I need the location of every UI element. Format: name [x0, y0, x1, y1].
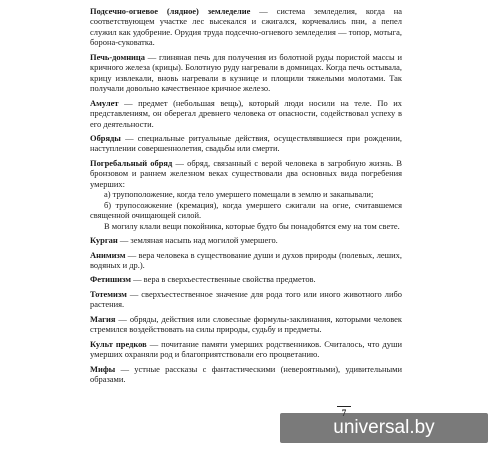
watermark: universal.by: [280, 413, 488, 443]
glossary-term: Обряды: [90, 132, 121, 143]
glossary-definition: — глиняная печь для получения из болотной руды пористой массы и кричного железа (крицы). Болотную руду нагревали в домницах. Когда печь остывала, крицу извлекали, вновь нагревали в кузнице и площили тяжелыми молотами. Так получали довольно качественное кричное железо.: [90, 51, 402, 94]
glossary-definition: — вера в сверхъестественные свойства предметов.: [131, 274, 316, 285]
burial-note: В могилу клали вещи покойника, которые будто бы понадобятся ему на том свете.: [104, 220, 400, 231]
glossary-definition: — обряд, связанный с верой человека в загробную жизнь. В бронзовом и раннем железном веках существовали два основных вида погребения умерших:: [90, 157, 402, 189]
glossary-entry: [90, 250, 402, 271]
glossary-term: Культ предков: [90, 338, 147, 349]
glossary-term: Курган: [90, 235, 118, 246]
burial-type-a: а) трупоположение, когда тело умершего помещали в землю и закапывали;: [104, 189, 374, 200]
glossary-definition: — почитание памяти умерших родственников. Считалось, что души умерших охраняли род и благоприятствовали его процветанию.: [90, 338, 402, 360]
glossary-term: Подсечно-огневое (лядное) земледелие: [90, 6, 251, 16]
glossary-term: Погребальный обряд: [90, 157, 173, 168]
glossary-page: [90, 6, 402, 385]
glossary-definition: — система земледелия, когда на соответствующем участке лес высекался и сжигался, корчевались пни, а пепел служил как удобрение. Орудия труда подсечно-огневого земледелия — топор, мотыга, борона-суковатка.: [90, 6, 402, 48]
glossary-entry: [90, 274, 402, 284]
glossary-term: Тотемизм: [90, 288, 127, 299]
glossary-term: Амулет: [90, 97, 119, 108]
glossary-entry: [90, 6, 402, 48]
glossary-definition: — специальные ритуальные действия, осуществлявшиеся при рождении, наступлении совершеннолетия, свадьбы или смерти.: [90, 132, 402, 154]
glossary-definition: — сверхъестественное значение для рода того или иного животного либо растения.: [90, 288, 402, 310]
glossary-term: Магия: [90, 313, 116, 324]
glossary-term: Анимизм: [90, 249, 126, 260]
glossary-term: Мифы: [90, 363, 116, 374]
glossary-entry: [90, 314, 402, 335]
glossary-entry: [90, 158, 402, 189]
glossary-definition: — земляная насыпь над могилой умершего.: [117, 235, 278, 246]
glossary-definition: — обряды, действия или словесные формулы-заклинания, которыми человек стремился воздействовать на силы природы, судьбу и предметы.: [90, 313, 402, 335]
glossary-entry: [90, 364, 402, 385]
glossary-entry: [90, 289, 402, 310]
glossary-entry: [90, 339, 402, 360]
glossary-definition: — вера человека в существование души и духов природы (полевых, леших, водяных и др.).: [90, 249, 402, 270]
burial-type-b: б) трупосожжение (кремация), когда умершего сжигали на огне, считавшемся священной очищающей силой.: [90, 199, 402, 221]
glossary-term: Печь-домница: [90, 51, 146, 62]
glossary-entry: [90, 98, 402, 129]
glossary-entry: [90, 52, 402, 94]
glossary-definition: — устные рассказы с фантастическими (невероятными), удивительными образами.: [90, 363, 402, 385]
glossary-definition: — предмет (небольшая вещь), который люди носили на теле. По их представлениям, он оберегал древнего человека от опасности, содействовал успеху в его деятельности.: [90, 97, 402, 129]
glossary-entry: [90, 235, 402, 245]
glossary-entry: [90, 133, 402, 154]
glossary-term: Фетишизм: [90, 274, 132, 285]
